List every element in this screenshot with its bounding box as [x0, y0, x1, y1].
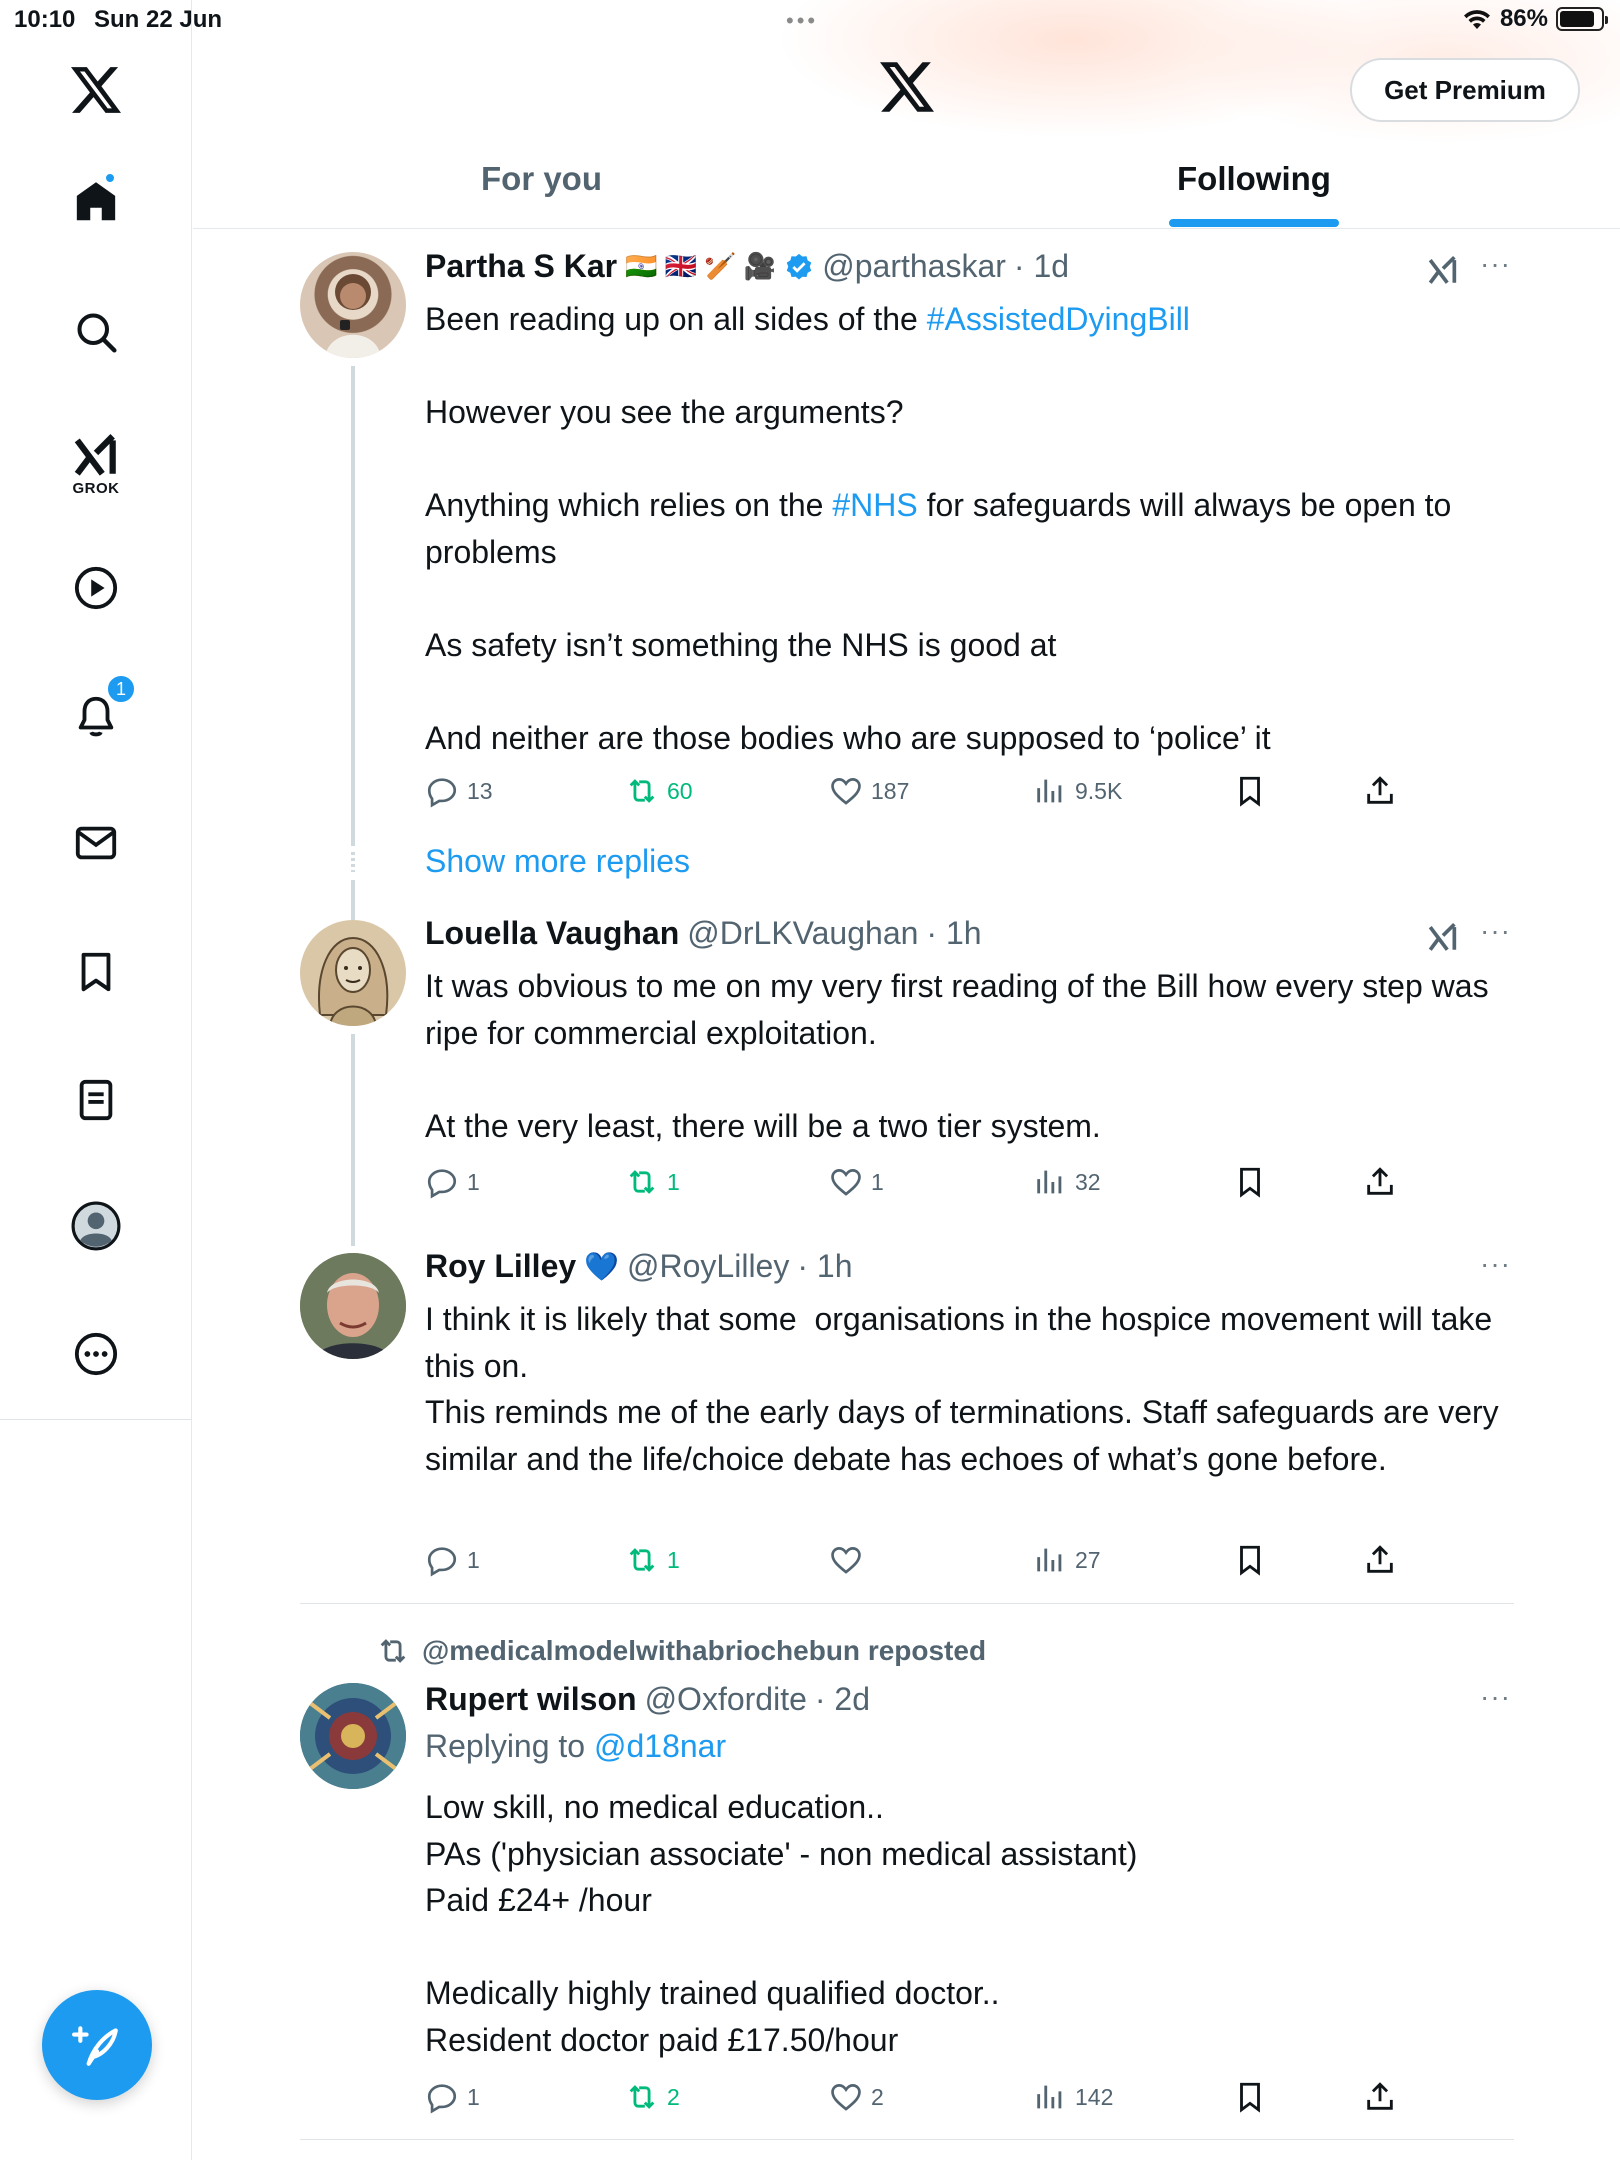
- author-handle[interactable]: @parthaskar: [822, 248, 1006, 284]
- reply-count: 1: [467, 1168, 480, 1195]
- hashtag-link[interactable]: #AssistedDyingBill: [926, 301, 1190, 337]
- bookmark-button[interactable]: [1233, 1165, 1267, 1199]
- view-count: 9.5K: [1075, 777, 1123, 804]
- avatar-partha[interactable]: [300, 252, 406, 358]
- bookmark-button[interactable]: [1233, 2080, 1267, 2114]
- replying-to-label: Replying to: [425, 1728, 594, 1764]
- tweet-actions: [425, 774, 1425, 814]
- bookmark-icon: [73, 949, 119, 995]
- compose-post-button[interactable]: [42, 1990, 152, 2100]
- repost-icon: [625, 774, 659, 808]
- tweet-text: Low skill, no medical education.. PAs ('physician associate' - non medical assistant) Paid £24+ /hour Medically highly trained qualified doctor.. Resident doctor paid £17.50/hour: [425, 1789, 1138, 2058]
- bar-chart-icon: [1033, 1543, 1067, 1577]
- status-date: Sun 22 Jun: [94, 6, 223, 33]
- thread-line: [351, 366, 355, 846]
- bookmark-icon: [1233, 1543, 1267, 1577]
- tweet-separator: [300, 2139, 1514, 2140]
- replying-to-mention[interactable]: @d18nar: [593, 1728, 727, 1764]
- share-button[interactable]: [1363, 2080, 1397, 2114]
- thread-line: [351, 880, 355, 920]
- author-name[interactable]: Rupert wilson: [425, 1681, 637, 1717]
- reply-count: 13: [467, 777, 493, 804]
- notifications-badge: 1: [106, 674, 136, 704]
- home-icon: [73, 179, 119, 225]
- repost-button[interactable]: [625, 2080, 680, 2114]
- author-name[interactable]: Partha S Kar: [425, 248, 618, 284]
- avatar-image: [300, 1253, 406, 1359]
- profile-avatar-icon: [71, 1201, 121, 1251]
- x-logo-icon: [71, 67, 121, 113]
- tweet-header: [425, 915, 982, 952]
- tweet-separator: [300, 1603, 1514, 1604]
- grok-explain-icon[interactable]: [1426, 254, 1460, 286]
- repost-count: 2: [667, 2083, 680, 2110]
- tweet-more-button[interactable]: ···: [1480, 248, 1511, 279]
- active-tab-indicator: [1169, 219, 1339, 227]
- avatar-image: [300, 920, 406, 1026]
- grok-icon: [71, 432, 121, 478]
- share-icon: [1363, 774, 1397, 808]
- views-button[interactable]: [1033, 2080, 1113, 2114]
- play-circle-icon: [73, 565, 119, 611]
- author-emoji: 💙: [584, 1251, 620, 1282]
- heart-icon: [829, 1165, 863, 1199]
- tweet-actions: [425, 2080, 1425, 2120]
- views-button[interactable]: [1033, 774, 1122, 808]
- reply-count: 1: [467, 2083, 480, 2110]
- reply-icon: [425, 1165, 459, 1199]
- sidebar-item-bookmarks[interactable]: [0, 942, 192, 1002]
- sidebar-item-grok[interactable]: [0, 426, 192, 502]
- get-premium-button[interactable]: Get Premium: [1350, 58, 1580, 122]
- bookmark-button[interactable]: [1233, 774, 1267, 808]
- like-count: 2: [871, 2083, 884, 2110]
- x-logo-icon: [880, 62, 934, 112]
- heart-icon: [829, 774, 863, 808]
- header-divider: [193, 228, 1620, 229]
- show-more-replies-link[interactable]: Show more replies: [425, 843, 690, 879]
- tweet-time[interactable]: · 1h: [926, 915, 982, 951]
- views-button[interactable]: [1033, 1165, 1101, 1199]
- author-name[interactable]: Louella Vaughan: [425, 915, 680, 951]
- heart-icon: [829, 1543, 863, 1577]
- feather-plus-icon: [72, 2020, 122, 2070]
- views-button[interactable]: [1033, 1543, 1101, 1577]
- wifi-icon: [1462, 7, 1492, 31]
- more-circle-icon: [73, 1331, 119, 1377]
- verified-badge-icon: [784, 252, 814, 282]
- share-button[interactable]: [1363, 1543, 1397, 1577]
- tweet-time[interactable]: · 2d: [814, 1681, 871, 1717]
- header-x-logo[interactable]: [880, 62, 934, 117]
- status-time: 10:10: [14, 6, 76, 33]
- tweet-more-button[interactable]: ···: [1480, 915, 1511, 946]
- share-icon: [1363, 1543, 1397, 1577]
- reply-count: 1: [467, 1546, 480, 1573]
- bookmark-button[interactable]: [1233, 1543, 1267, 1577]
- view-count: 32: [1075, 1168, 1101, 1195]
- repost-label: @medicalmodelwithabriochebun reposted: [422, 1635, 987, 1666]
- reply-button[interactable]: [425, 774, 493, 808]
- reply-button[interactable]: [425, 2080, 480, 2114]
- home-new-dot: [104, 172, 116, 184]
- multitasking-dots[interactable]: •••: [786, 8, 819, 33]
- thread-line-dotted: [351, 852, 355, 872]
- bar-chart-icon: [1033, 774, 1067, 808]
- like-count: 1: [871, 1168, 884, 1195]
- sidebar-item-messages[interactable]: [0, 813, 192, 873]
- list-icon: [73, 1077, 119, 1123]
- avatar-rupert[interactable]: [300, 1683, 406, 1789]
- bookmark-icon: [1233, 774, 1267, 808]
- battery-icon: [1556, 7, 1604, 31]
- tweet-time[interactable]: · 1d: [1013, 248, 1070, 284]
- repost-icon: [376, 1634, 410, 1668]
- tweet-header: [425, 1681, 870, 1718]
- view-count: 27: [1075, 1546, 1101, 1573]
- tweet-text: I think it is likely that some organisations in the hospice movement will take this on. This reminds me of the early days of terminations. Staff safeguards are very similar and the life/choice debate has echoes of what’s gone before.: [425, 1301, 1499, 1477]
- like-button[interactable]: [829, 774, 909, 808]
- share-button[interactable]: [1363, 774, 1397, 808]
- reply-icon: [425, 774, 459, 808]
- like-button[interactable]: [829, 1165, 884, 1199]
- repost-count: 1: [667, 1168, 680, 1195]
- tweet-text: It was obvious to me on my very first reading of the Bill how every step was ripe for commercial exploitation. At the very least, there will be a two tier system.: [425, 968, 1489, 1144]
- repost-context[interactable]: [376, 1634, 986, 1668]
- bar-chart-icon: [1033, 2080, 1067, 2114]
- reply-button[interactable]: [425, 1543, 480, 1577]
- sidebar-item-profile[interactable]: [0, 1196, 192, 1256]
- tab-following[interactable]: Following: [1177, 160, 1331, 197]
- repost-button[interactable]: [625, 1543, 680, 1577]
- tab-for-you[interactable]: For you: [481, 160, 602, 197]
- repost-button[interactable]: [625, 774, 693, 808]
- sidebar-divider: [0, 1419, 192, 1420]
- repost-icon: [625, 1165, 659, 1199]
- view-count: 142: [1075, 2083, 1114, 2110]
- sidebar-item-video[interactable]: [0, 558, 192, 618]
- share-button[interactable]: [1363, 1165, 1397, 1199]
- sidebar-item-notifications[interactable]: [0, 678, 192, 746]
- battery-percent: 86%: [1499, 5, 1548, 32]
- repost-count: 1: [667, 1546, 680, 1573]
- grok-explain-icon[interactable]: [1426, 921, 1460, 953]
- tweet-more-button[interactable]: ···: [1480, 1681, 1511, 1712]
- tweet-actions: [425, 1165, 1425, 1205]
- sidebar-item-home[interactable]: [0, 172, 192, 232]
- like-button[interactable]: [829, 1543, 871, 1577]
- reply-button[interactable]: [425, 1165, 480, 1199]
- reply-icon: [425, 1543, 459, 1577]
- search-icon: [74, 310, 118, 354]
- bookmark-icon: [1233, 1165, 1267, 1199]
- status-indicators: [1462, 5, 1604, 33]
- bookmark-icon: [1233, 2080, 1267, 2114]
- sidebar: [0, 0, 192, 2160]
- tweet-header: [425, 248, 1069, 285]
- tweet-more-button[interactable]: ···: [1480, 1248, 1511, 1279]
- repost-count: 60: [667, 777, 693, 804]
- author-handle[interactable]: @Oxfordite: [644, 1681, 807, 1717]
- hashtag-link[interactable]: #NHS: [832, 487, 918, 523]
- avatar-image: [300, 1683, 406, 1789]
- reply-icon: [425, 2080, 459, 2114]
- mail-icon: [73, 820, 119, 866]
- tweet-actions: [425, 1543, 1425, 1583]
- avatar-image: [300, 252, 406, 358]
- avatar-roy[interactable]: [300, 1253, 406, 1359]
- x-logo-link[interactable]: [0, 60, 192, 120]
- author-emojis: 🇮🇳 🇬🇧 🏏 🎥: [625, 251, 777, 281]
- repost-icon: [625, 2080, 659, 2114]
- tweet-text-part: Been reading up on all sides of the: [425, 301, 927, 337]
- share-icon: [1363, 2080, 1397, 2114]
- repost-button[interactable]: [625, 1165, 680, 1199]
- sidebar-item-more[interactable]: [0, 1324, 192, 1384]
- author-handle[interactable]: @DrLKVaughan: [687, 915, 919, 951]
- tweet-header: [425, 1248, 852, 1285]
- author-name[interactable]: Roy Lilley: [425, 1248, 577, 1284]
- tweet-time[interactable]: · 1h: [797, 1248, 853, 1284]
- grok-label: GROK: [72, 479, 120, 497]
- tweet-text: [425, 296, 1525, 761]
- avatar-louella[interactable]: [300, 920, 406, 1026]
- bar-chart-icon: [1033, 1165, 1067, 1199]
- like-button[interactable]: [829, 2080, 884, 2114]
- tweet-text-part: for safeguards will always be open to problems As safety isn’t something the NHS is good at And neither are those bodies who are supposed to ‘police’ it: [425, 487, 1452, 756]
- replying-to: [425, 1728, 726, 1765]
- author-handle[interactable]: @RoyLilley: [627, 1248, 790, 1284]
- like-count: 187: [871, 777, 910, 804]
- tweet-text-part: However you see the arguments? Anything which relies on the: [425, 394, 904, 523]
- repost-icon: [625, 1543, 659, 1577]
- sidebar-item-lists[interactable]: [0, 1070, 192, 1130]
- status-bar: [0, 0, 1620, 40]
- heart-icon: [829, 2080, 863, 2114]
- sidebar-item-search[interactable]: [0, 302, 192, 362]
- thread-line: [351, 1034, 355, 1246]
- share-icon: [1363, 1165, 1397, 1199]
